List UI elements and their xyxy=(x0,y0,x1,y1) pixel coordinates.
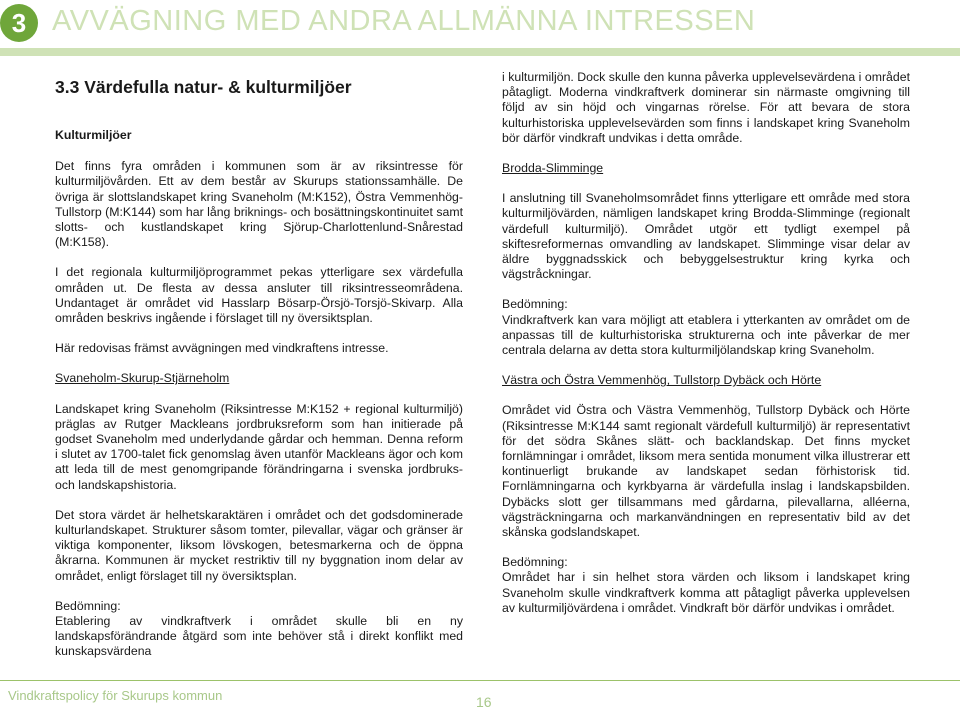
chapter-number-badge: 3 xyxy=(0,4,38,42)
right-column xyxy=(502,70,910,631)
section-link-brodda-slimminge[interactable]: Brodda-Slimminge xyxy=(502,161,604,176)
section-title: 3.3 Värdefulla natur- & kulturmiljöer xyxy=(55,77,352,97)
paragraph: Vindkraftverk kan vara möjligt att etablera i ytterkanten av området om de anpassas till de kulturhistoriska strukturerna och inte påverkar de mer centrala delarna av detta stora kulturmiljölandskap kring Svaneholm. xyxy=(502,312,910,358)
left-column xyxy=(55,70,463,675)
chapter-title-underline xyxy=(0,48,960,56)
chapter-title: AVVÄGNING MED ANDRA ALLMÄNNA INTRESSEN xyxy=(52,5,756,37)
paragraph: Det finns fyra områden i kommunen som är av riksintresse för kulturmiljövården. Ett av dem består av Skurups stationssamhälle. De övriga är slottslandskapet kring Svaneholm (M:K152), Östra Vemmenhög-Tullstorp (M:K144) som har lång briknings- och bosättningskontinuitet samt slotts- och kustlandskapet kring Sjörup-Charlottenlund-Snårestad (M:K158). xyxy=(55,159,463,250)
footer-divider xyxy=(0,680,960,681)
paragraph: I det regionala kulturmiljöprogrammet pekas ytterligare sex värdefulla områden ut. De flesta av dessa ansluter till riksintresseområdena. Undantaget är området vid Hasslarp Bösarp-Örsjö-Torsjö-Skivarp. Alla områden beskrivs ingående i förslaget till ny översiktsplan. xyxy=(55,265,463,326)
section-link-vemmenhog[interactable]: Västra och Östra Vemmenhög, Tullstorp Dybäck och Hörte xyxy=(502,373,822,388)
section-link-svaneholm[interactable]: Svaneholm-Skurup-Stjärneholm xyxy=(55,371,230,386)
assessment-label: Bedömning: xyxy=(502,297,568,312)
paragraph: Landskapet kring Svaneholm (Riksintresse M:K152 + regional kulturmiljö) präglas av Rutger Mackleans jordbruksreform som han initierade på godset Svaneholm med underlydande gårdar och hemman. Denna reform i slutet av 1700-talet fick genomslag även utanför Mackleans ägor och kom att leda till de mest genomgripande förändringarna i svenska jordbruks- och landskapshistoria. xyxy=(55,401,463,492)
paragraph: I anslutning till Svaneholmsområdet finns ytterligare ett område med stora kulturmiljövärden, nämligen landskapet kring Brodda-Slimminge (regionalt värdefull kulturmiljö). Området utgör ett tydligt exempel på skiftesreformernas omvandling av landskapet. Slimminge visar delar av äldre byggnadsskick och bebyggelsestruktur kring kyrka och vägstråckningar. xyxy=(502,191,910,282)
subheading-kulturmiljoer: Kulturmiljöer xyxy=(55,128,132,142)
paragraph: Här redovisas främst avvägningen med vindkraftens intresse. xyxy=(55,341,389,356)
paragraph: Det stora värdet är helhetskaraktären i området och det godsdominerade kulturlandskapet. Strukturer såsom tomter, pilevallar, vägar och gränser är viktiga komponenter, liksom lövskogen, betesmarkerna och de öppna åkrarna. Kommunen är mycket restriktiv till ny byggnation inom delar av området, enligt förslaget till ny översiktsplan. xyxy=(55,507,463,583)
paragraph: i kulturmiljön. Dock skulle den kunna påverka upplevelsevärdena i området påtagligt. Moderna vindkraftverk dominerar sin närmaste omgivning till följd av sin höjd och vingarnas rörelse. För att bevara de stora kulturhistoriska upplevelsevärden som finns i landskapet kring Svaneholm bör därför vindkraft undvikas i detta område. xyxy=(502,70,910,145)
paragraph: Området har i sin helhet stora värden och liksom i landskapet kring Svaneholm skulle vindkraftverk komma att påtagligt påverka upplevelsen av kulturmiljövärdena i området. Vindkraft bör därför undvikas i området. xyxy=(502,570,910,615)
page-number: 16 xyxy=(476,694,492,710)
assessment-label: Bedömning: xyxy=(55,598,121,613)
paragraph: Etablering av vindkraftverk i området skulle bli en ny landskapsförändrande åtgärd som inte behöver stå i direkt konflikt med kunskapsvärdena xyxy=(55,614,463,659)
assessment-label: Bedömning: xyxy=(502,555,568,570)
paragraph: Området vid Östra och Västra Vemmenhög, Tullstorp Dybäck och Hörte (Riksintresse M:K144 samt regionalt värdefull kulturmiljö) är representativt för det södra Skånes slätt- och backlandskap. Det finns mycket fornlämningar i området, liksom mera sentida monument vilka illustrerar ett kontinuerligt brukande av landskapet sedan förhistorisk tid. Fornlämningarna och kyrkbyarna är värdefulla inslag i landskapsbilden. Dybäcks slott ger tillsammans med gårdarna, pilevallarna, alléerna, vägsträckningarna och markanvändningen en representativ bild av det skånska godslandskapet. xyxy=(502,403,910,540)
footer-title: Vindkraftspolicy för Skurups kommun xyxy=(8,688,223,703)
